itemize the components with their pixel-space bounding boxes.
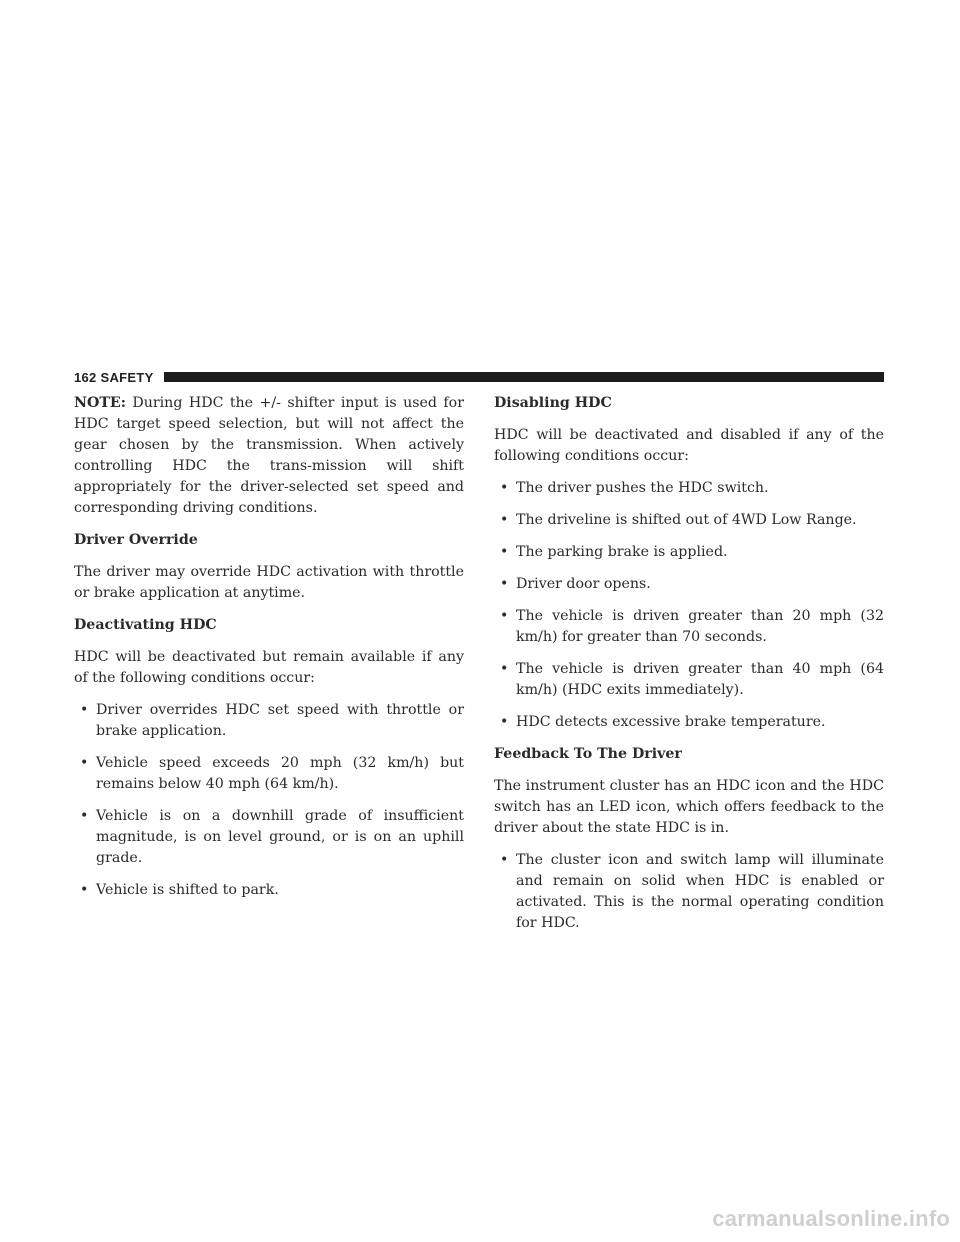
- page-header: [74, 370, 884, 384]
- list-item-text: The vehicle is driven greater than 20 mph (32 km/h) for greater than 70 seconds.: [516, 608, 884, 645]
- bullet-icon: •: [500, 661, 509, 677]
- list-item: [494, 659, 884, 701]
- right-column: [494, 393, 884, 945]
- bullet-icon: •: [500, 852, 509, 868]
- page-number-section: 162 SAFETY: [74, 369, 154, 385]
- list-item: [494, 712, 884, 733]
- feedback-list: [494, 850, 884, 934]
- list-item: [74, 700, 464, 742]
- note-label: NOTE:: [74, 395, 126, 411]
- list-item: [494, 542, 884, 563]
- deactivating-list: [74, 700, 464, 901]
- list-item-text: Vehicle is on a downhill grade of insufficient magnitude, is on level ground, or is on an uphill grade.: [96, 808, 464, 866]
- deactivating-hdc-text: HDC will be deactivated but remain available if any of the following conditions occur:: [74, 649, 464, 686]
- bullet-icon: •: [500, 512, 509, 528]
- list-item: [494, 574, 884, 595]
- bullet-icon: •: [80, 808, 89, 824]
- list-item-text: HDC detects excessive brake temperature.: [516, 714, 826, 730]
- list-item: [74, 880, 464, 901]
- bullet-icon: •: [500, 714, 509, 730]
- driver-override-heading: Driver Override: [74, 532, 198, 548]
- list-item: [74, 806, 464, 869]
- list-item-text: Driver overrides HDC set speed with throttle or brake application.: [96, 702, 464, 739]
- disabling-hdc-text: HDC will be deactivated and disabled if any of the following conditions occur:: [494, 427, 884, 464]
- watermark-logo: carmanualsonline.info: [712, 1206, 950, 1231]
- list-item: [494, 510, 884, 531]
- list-item-text: Vehicle is shifted to park.: [96, 882, 279, 898]
- bullet-icon: •: [500, 480, 509, 496]
- bullet-icon: •: [500, 608, 509, 624]
- list-item: [494, 606, 884, 648]
- bullet-icon: •: [80, 755, 89, 771]
- left-column: [74, 393, 464, 912]
- list-item-text: The parking brake is applied.: [516, 544, 728, 560]
- list-item-text: The vehicle is driven greater than 40 mph (64 km/h) (HDC exits immediately).: [516, 661, 884, 698]
- list-item: [494, 850, 884, 934]
- deactivating-hdc-heading: Deactivating HDC: [74, 617, 217, 633]
- note-text: During HDC the +/- shifter input is used for HDC target speed selection, but will not affect the gear chosen by the transmission. When actively controlling HDC the trans-mission will shift appropriately for the driver-selected set speed and corresponding driving conditions.: [74, 395, 464, 516]
- list-item-text: The driveline is shifted out of 4WD Low Range.: [516, 512, 857, 528]
- list-item-text: Vehicle speed exceeds 20 mph (32 km/h) but remains below 40 mph (64 km/h).: [96, 755, 464, 792]
- bullet-icon: •: [80, 702, 89, 718]
- list-item: [74, 753, 464, 795]
- feedback-text: The instrument cluster has an HDC icon and the HDC switch has an LED icon, which offers feedback to the driver about the state HDC is in.: [494, 778, 884, 836]
- bullet-icon: •: [80, 882, 89, 898]
- feedback-heading: Feedback To The Driver: [494, 746, 682, 762]
- list-item-text: The cluster icon and switch lamp will illuminate and remain on solid when HDC is enabled or activated. This is the normal operating condition for HDC.: [516, 852, 884, 931]
- disabling-hdc-heading: Disabling HDC: [494, 395, 612, 411]
- driver-override-text: The driver may override HDC activation with throttle or brake application at anytime.: [74, 564, 464, 601]
- bullet-icon: •: [500, 576, 509, 592]
- disabling-list: [494, 478, 884, 733]
- bullet-icon: •: [500, 544, 509, 560]
- header-rule: [164, 372, 884, 382]
- list-item: [494, 478, 884, 499]
- list-item-text: Driver door opens.: [516, 576, 651, 592]
- note-paragraph: [74, 393, 464, 519]
- list-item-text: The driver pushes the HDC switch.: [516, 480, 769, 496]
